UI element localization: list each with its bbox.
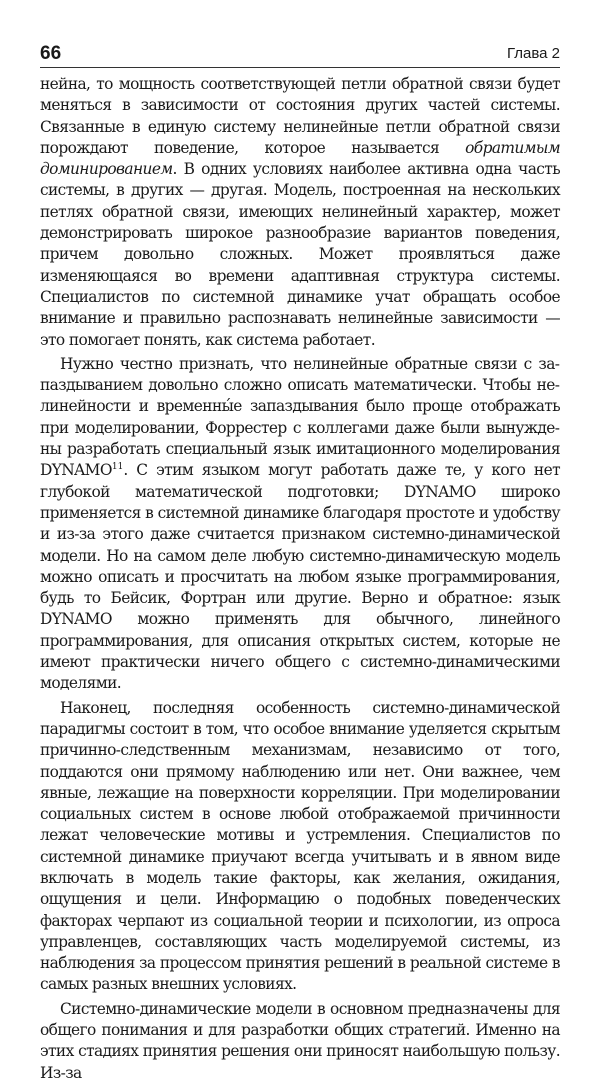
running-header — [40, 40, 560, 68]
footnote-reference[interactable]: 11 — [111, 462, 124, 473]
text-run: Нужно честно признать, что нелинейные обратные связи с запаздыванием довольно сложно описать математически. Чтобы нелинейности и временны́е запаздывания было проще отображать при моделировании, Форрестер с коллегами даже были вынуждены разработать специальный язык имитационного моделирования DYNAMO — [40, 354, 560, 480]
text-run: Системно-динамические модели в основном предназначены для общего понимания и для разработки общих стратегий. Именно на этих стадиях принятия решения они приносят наибольшую пользу. Из-за — [40, 999, 560, 1082]
paragraph — [40, 354, 560, 695]
paragraph-continued — [40, 74, 560, 351]
page-number: 66 — [40, 43, 62, 64]
paragraph-continues — [40, 999, 560, 1084]
italic-term: обратимым доминированием — [40, 138, 560, 179]
chapter-label: Глава 2 — [506, 45, 560, 62]
body-text — [40, 74, 560, 1084]
text-run: нейна, то мощность соответствующей петли обратной связи будет меняться в зависимости от состояния других частей системы. Связанные в единую систему нелинейные петли обратной связи порождают поведение, которое называется — [40, 75, 560, 157]
text-run: . В одних условиях наиболее активна одна часть системы, в других — другая. Модель, построенная на нескольких петлях обратной связи, имеющих нелинейный характер, может демонстрировать широкое разнообразие вариантов поведения, причем довольно сложных. Может проявляться даже изменяющаяся во времени адаптивная структура системы. Специалистов по системной динамике учат обращать особое внимание и правильно распознавать нелинейные зависимости — это помогает понять, как система работает. — [40, 160, 560, 349]
text-run: . С этим языком могут работать даже те, у кого нет глубокой математической подготовки; DYNAMO широко применяется в системной динамике благодаря простоте и удобству и из-за этого даже считается признаком системно-динамической модели. Но на самом деле любую системно-динамическую модель можно описать и просчитать на любом языке программирования, будь то Бейсик, Фортран или другие. Верно и обратное: язык DYNAMO можно применять для обычного, линейного программирования, для описания открытых систем, которые не имеют практически ничего общего с системно-динамическими моделями. — [40, 461, 560, 693]
text-run: Наконец, последняя особенность системно-динамической парадигмы состоит в том, что особое внимание уделяется скрытым причинно-следственным механизмам, независимо от того, поддаются они прямому наблюдению или нет. Они важнее, чем явные, лежащие на поверхности корреляции. При моделировании социальных систем в основе любой отображаемой причинности лежат человеческие мотивы и устремления. Специалистов по системной динамике приучают всегда учитывать и в явном виде включать в модель такие факторы, как желания, ожидания, ощущения и цели. Информацию о подобных поведенческих факторах черпают из социальной теории и психологии, из опроса управленцев, составляющих часть моделируемой системы, из наблюдения за процессом принятия решений в реальной системе в самых разных внешних условиях. — [40, 698, 560, 994]
paragraph — [40, 698, 560, 996]
